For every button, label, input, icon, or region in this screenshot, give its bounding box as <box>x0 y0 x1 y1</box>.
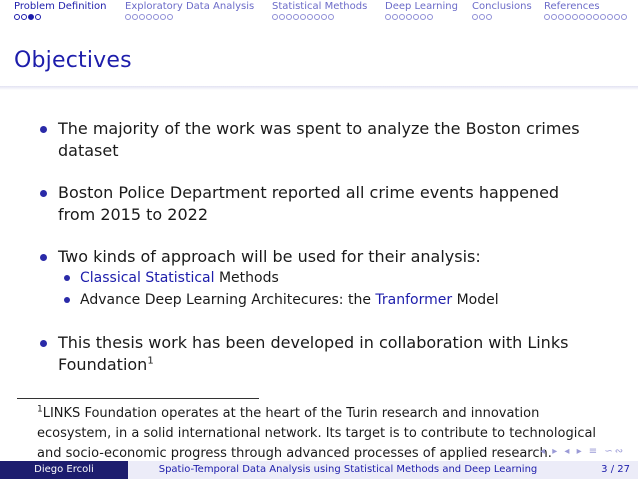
nav-dot-icon[interactable] <box>558 14 564 20</box>
nav-dot-icon[interactable] <box>272 14 278 20</box>
nav-dot-icon[interactable] <box>621 14 627 20</box>
highlighted-term: Classical Statistical <box>80 270 215 286</box>
nav-dot-icon[interactable] <box>125 14 131 20</box>
nav-dot-icon[interactable] <box>479 14 485 20</box>
nav-dot-icon[interactable] <box>14 14 20 20</box>
nav-dot-icon[interactable] <box>413 14 419 20</box>
sub-bullet-icon <box>64 275 70 281</box>
nav-dots[interactable] <box>544 14 600 22</box>
nav-section-references[interactable] <box>544 0 600 22</box>
page-title: Objectives <box>14 48 132 73</box>
nav-dot-icon[interactable] <box>167 14 173 20</box>
nav-dot-icon[interactable] <box>614 14 620 20</box>
nav-dots[interactable] <box>385 14 458 22</box>
bullet-text: This thesis work has been developed in collaboration with Links Foundation <box>58 333 569 374</box>
nav-section-conclusions[interactable] <box>472 0 532 22</box>
footer-author: Diego Ercoli <box>0 461 128 479</box>
nav-dot-icon[interactable] <box>579 14 585 20</box>
nav-dot-icon[interactable] <box>607 14 613 20</box>
nav-dot-icon[interactable] <box>321 14 327 20</box>
nav-dots[interactable] <box>472 14 532 22</box>
beamer-navigation-icons[interactable]: ◂ ▸ ◂ ▸ ≡ ∽∾ <box>540 446 626 457</box>
nav-dot-icon[interactable] <box>28 14 34 20</box>
bullet-item <box>40 118 580 162</box>
nav-dot-icon[interactable] <box>132 14 138 20</box>
nav-section-statistical-methods[interactable] <box>272 0 367 22</box>
nav-dot-icon[interactable] <box>146 14 152 20</box>
slide-footer <box>0 461 638 479</box>
nav-dot-icon[interactable] <box>427 14 433 20</box>
nav-dot-icon[interactable] <box>399 14 405 20</box>
sub-bullet-text: Advance Deep Learning Architecures: the <box>80 292 376 308</box>
bullet-icon <box>40 254 47 261</box>
sub-bullet-icon <box>64 297 70 303</box>
nav-title[interactable]: References <box>544 1 600 12</box>
highlighted-term: Tranformer <box>375 292 453 308</box>
nav-dot-icon[interactable] <box>565 14 571 20</box>
nav-title[interactable]: Deep Learning <box>385 1 458 12</box>
sub-bullet-text: Methods <box>214 270 279 286</box>
section-navigation <box>0 0 638 26</box>
nav-title[interactable]: Conclusions <box>472 1 532 12</box>
nav-dot-icon[interactable] <box>593 14 599 20</box>
bullet-text: The majority of the work was spent to analyze the Boston crimes dataset <box>58 119 580 160</box>
nav-dot-icon[interactable] <box>472 14 478 20</box>
nav-section-deep-learning[interactable] <box>385 0 458 22</box>
nav-dot-icon[interactable] <box>600 14 606 20</box>
nav-dot-icon[interactable] <box>279 14 285 20</box>
nav-dot-icon[interactable] <box>153 14 159 20</box>
bullet-text: Two kinds of approach will be used for their analysis: <box>58 247 481 266</box>
footer-title: Spatio-Temporal Data Analysis using Statistical Methods and Deep Learning <box>128 461 568 479</box>
nav-dot-icon[interactable] <box>544 14 550 20</box>
nav-dot-icon[interactable] <box>586 14 592 20</box>
frame-title-bar <box>0 28 638 86</box>
footnote-marker: 1 <box>37 404 43 415</box>
nav-dot-icon[interactable] <box>139 14 145 20</box>
footer-page-number: 3 / 27 <box>568 461 638 479</box>
bullet-item <box>40 246 600 268</box>
footnote-reference[interactable]: 1 <box>147 355 154 367</box>
bullet-icon <box>40 190 47 197</box>
bullet-item <box>40 332 580 376</box>
sub-bullet-text: Model <box>452 292 499 308</box>
sub-bullet-item <box>58 269 598 287</box>
bullet-icon <box>40 340 47 347</box>
title-divider <box>0 86 638 90</box>
nav-dots[interactable] <box>272 14 367 22</box>
nav-dot-icon[interactable] <box>35 14 41 20</box>
bullet-item <box>40 182 600 226</box>
bullet-text: Boston Police Department reported all crime events happened from 2015 to 2022 <box>58 183 560 224</box>
nav-dots[interactable] <box>14 14 107 22</box>
nav-dot-icon[interactable] <box>293 14 299 20</box>
nav-dots[interactable] <box>125 14 254 22</box>
nav-dot-icon[interactable] <box>551 14 557 20</box>
nav-dot-icon[interactable] <box>21 14 27 20</box>
footnote-text: LINKS Foundation operates at the heart of the Turin research and innovation ecosystem, in a solid international network. Its target is to contribute to technological and socio-economic progress through advanced processes of applied research. <box>37 406 597 461</box>
nav-dot-icon[interactable] <box>486 14 492 20</box>
footnote-divider <box>17 398 259 399</box>
nav-dot-icon[interactable] <box>307 14 313 20</box>
nav-dot-icon[interactable] <box>406 14 412 20</box>
nav-dot-icon[interactable] <box>420 14 426 20</box>
nav-dot-icon[interactable] <box>392 14 398 20</box>
nav-section-exploratory-data-analysis[interactable] <box>125 0 254 22</box>
bullet-icon <box>40 126 47 133</box>
nav-dot-icon[interactable] <box>572 14 578 20</box>
nav-title[interactable]: Statistical Methods <box>272 1 368 12</box>
nav-section-problem-definition[interactable] <box>14 0 107 22</box>
nav-dot-icon[interactable] <box>328 14 334 20</box>
nav-dot-icon[interactable] <box>385 14 391 20</box>
footnote-body <box>17 404 617 464</box>
nav-title[interactable]: Problem Definition <box>14 1 107 12</box>
nav-dot-icon[interactable] <box>286 14 292 20</box>
footnote <box>17 404 617 464</box>
nav-title[interactable]: Exploratory Data Analysis <box>125 1 255 12</box>
nav-dot-icon[interactable] <box>314 14 320 20</box>
sub-bullet-item <box>58 291 598 309</box>
nav-dot-icon[interactable] <box>300 14 306 20</box>
nav-dot-icon[interactable] <box>160 14 166 20</box>
